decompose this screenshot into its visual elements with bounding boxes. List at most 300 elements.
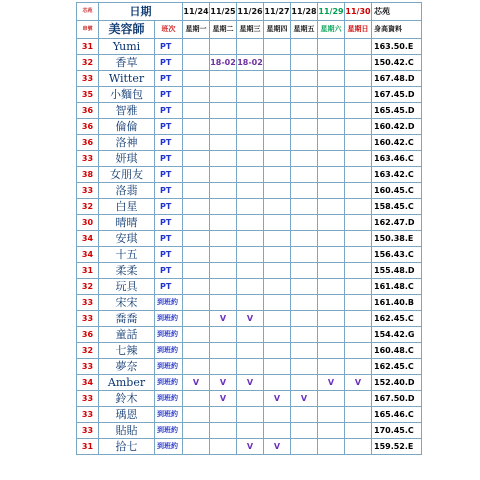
figure-cell: 161.40.B bbox=[372, 295, 422, 311]
class-cell: 到班約 bbox=[155, 391, 183, 407]
weekday-cell: 星期四 bbox=[264, 21, 291, 39]
row-number: 33 bbox=[77, 423, 99, 439]
stylist-name: 貼貼 bbox=[99, 423, 155, 439]
table-row bbox=[77, 183, 422, 199]
day-cell bbox=[264, 359, 291, 375]
day-cell bbox=[237, 135, 264, 151]
num-header: 芯苑 bbox=[77, 3, 99, 21]
weekday-cell-saturday: 星期六 bbox=[318, 21, 345, 39]
table-row bbox=[77, 199, 422, 215]
day-cell bbox=[345, 39, 372, 55]
class-cell: PT bbox=[155, 103, 183, 119]
row-number: 33 bbox=[77, 71, 99, 87]
stylist-name: 女朋友 bbox=[99, 167, 155, 183]
figure-cell: 167.50.D bbox=[372, 391, 422, 407]
day-cell: V bbox=[210, 311, 237, 327]
table-row bbox=[77, 151, 422, 167]
class-cell: 到班約 bbox=[155, 343, 183, 359]
day-cell bbox=[210, 167, 237, 183]
stylist-name: 洛翡 bbox=[99, 183, 155, 199]
figure-cell: 158.45.C bbox=[372, 199, 422, 215]
table-row bbox=[77, 103, 422, 119]
day-cell bbox=[291, 263, 318, 279]
day-cell: V bbox=[210, 391, 237, 407]
row-number: 34 bbox=[77, 375, 99, 391]
stylist-name: 玩具 bbox=[99, 279, 155, 295]
row-number: 33 bbox=[77, 391, 99, 407]
day-cell bbox=[318, 135, 345, 151]
day-cell bbox=[264, 295, 291, 311]
day-cell bbox=[291, 439, 318, 455]
name-header: 美容師 bbox=[99, 21, 155, 39]
day-cell bbox=[318, 295, 345, 311]
class-cell: 到班約 bbox=[155, 375, 183, 391]
day-cell bbox=[345, 103, 372, 119]
stylist-name: Witter bbox=[99, 71, 155, 87]
day-cell bbox=[345, 151, 372, 167]
stylist-name: 洛神 bbox=[99, 135, 155, 151]
row-number: 30 bbox=[77, 215, 99, 231]
stylist-name: Yumi bbox=[99, 39, 155, 55]
day-cell bbox=[237, 359, 264, 375]
class-cell: PT bbox=[155, 183, 183, 199]
stylist-name: Amber bbox=[99, 375, 155, 391]
day-cell bbox=[264, 375, 291, 391]
row-number: 32 bbox=[77, 55, 99, 71]
day-cell bbox=[237, 423, 264, 439]
stylist-name: 夢奈 bbox=[99, 359, 155, 375]
weekday-cell: 星期二 bbox=[210, 21, 237, 39]
date-cell: 11/26 bbox=[237, 3, 264, 21]
day-cell bbox=[183, 215, 210, 231]
stylist-name: 宋宋 bbox=[99, 295, 155, 311]
class-cell: PT bbox=[155, 279, 183, 295]
day-cell bbox=[291, 311, 318, 327]
table-row bbox=[77, 439, 422, 455]
day-cell bbox=[210, 359, 237, 375]
day-cell bbox=[183, 407, 210, 423]
row-number: 32 bbox=[77, 199, 99, 215]
class-cell: PT bbox=[155, 55, 183, 71]
stylist-name: 拾七 bbox=[99, 439, 155, 455]
day-cell bbox=[210, 407, 237, 423]
day-cell bbox=[318, 87, 345, 103]
day-cell bbox=[345, 407, 372, 423]
date-cell-saturday: 11/29 bbox=[318, 3, 345, 21]
class-cell: PT bbox=[155, 263, 183, 279]
day-cell bbox=[237, 407, 264, 423]
weekday-cell: 星期三 bbox=[237, 21, 264, 39]
day-cell bbox=[318, 263, 345, 279]
class-cell: PT bbox=[155, 39, 183, 55]
day-cell bbox=[318, 247, 345, 263]
class-header: 班次 bbox=[155, 21, 183, 39]
day-cell bbox=[291, 183, 318, 199]
class-cell: PT bbox=[155, 199, 183, 215]
figure-cell: 167.45.D bbox=[372, 87, 422, 103]
day-cell bbox=[318, 55, 345, 71]
day-cell bbox=[264, 119, 291, 135]
day-cell bbox=[264, 167, 291, 183]
stylist-name: 童話 bbox=[99, 327, 155, 343]
figure-cell: 165.45.D bbox=[372, 103, 422, 119]
day-cell bbox=[210, 199, 237, 215]
day-cell bbox=[291, 39, 318, 55]
day-cell bbox=[183, 327, 210, 343]
day-cell bbox=[183, 103, 210, 119]
row-number: 36 bbox=[77, 103, 99, 119]
stylist-name: 倫倫 bbox=[99, 119, 155, 135]
figure-cell: 156.43.C bbox=[372, 247, 422, 263]
class-cell: PT bbox=[155, 247, 183, 263]
day-cell bbox=[183, 135, 210, 151]
day-cell bbox=[237, 183, 264, 199]
day-cell bbox=[210, 247, 237, 263]
day-cell bbox=[345, 167, 372, 183]
day-cell bbox=[345, 135, 372, 151]
day-cell bbox=[318, 279, 345, 295]
day-cell bbox=[264, 183, 291, 199]
day-cell bbox=[237, 391, 264, 407]
class-cell: 到班約 bbox=[155, 359, 183, 375]
day-cell bbox=[237, 199, 264, 215]
day-cell bbox=[291, 215, 318, 231]
table-row bbox=[77, 391, 422, 407]
day-cell bbox=[345, 391, 372, 407]
day-cell: V bbox=[345, 375, 372, 391]
table-row bbox=[77, 87, 422, 103]
day-cell bbox=[345, 183, 372, 199]
row-number: 35 bbox=[77, 87, 99, 103]
stylist-name: 妍琪 bbox=[99, 151, 155, 167]
day-cell bbox=[183, 87, 210, 103]
date-cell: 11/27 bbox=[264, 3, 291, 21]
day-cell bbox=[183, 247, 210, 263]
date-cell: 11/25 bbox=[210, 3, 237, 21]
day-cell bbox=[318, 215, 345, 231]
day-cell bbox=[318, 407, 345, 423]
class-cell: PT bbox=[155, 151, 183, 167]
day-cell bbox=[345, 215, 372, 231]
figure-cell: 159.52.E bbox=[372, 439, 422, 455]
figure-cell: 160.48.C bbox=[372, 343, 422, 359]
day-cell bbox=[318, 391, 345, 407]
day-cell bbox=[318, 423, 345, 439]
day-cell bbox=[237, 263, 264, 279]
day-cell: V bbox=[237, 311, 264, 327]
table-row bbox=[77, 247, 422, 263]
day-cell bbox=[345, 311, 372, 327]
stylist-name: 香草 bbox=[99, 55, 155, 71]
figure-cell: 160.45.C bbox=[372, 183, 422, 199]
day-cell bbox=[237, 279, 264, 295]
day-cell bbox=[237, 327, 264, 343]
day-cell: V bbox=[210, 375, 237, 391]
day-cell bbox=[291, 199, 318, 215]
date-cell-sunday: 11/30 bbox=[345, 3, 372, 21]
day-cell bbox=[345, 279, 372, 295]
day-cell bbox=[237, 295, 264, 311]
row-number: 33 bbox=[77, 407, 99, 423]
day-cell bbox=[264, 135, 291, 151]
day-cell bbox=[345, 423, 372, 439]
day-cell bbox=[210, 343, 237, 359]
day-cell bbox=[210, 103, 237, 119]
day-cell bbox=[345, 119, 372, 135]
day-cell bbox=[291, 55, 318, 71]
day-cell bbox=[210, 439, 237, 455]
day-cell bbox=[183, 263, 210, 279]
row-number: 34 bbox=[77, 231, 99, 247]
class-cell: 到班約 bbox=[155, 295, 183, 311]
row-number: 38 bbox=[77, 167, 99, 183]
day-cell bbox=[183, 423, 210, 439]
day-cell bbox=[264, 407, 291, 423]
day-cell bbox=[345, 327, 372, 343]
day-cell bbox=[183, 71, 210, 87]
day-cell bbox=[183, 311, 210, 327]
class-cell: 到班約 bbox=[155, 327, 183, 343]
day-cell bbox=[210, 263, 237, 279]
table-row bbox=[77, 327, 422, 343]
stylist-name: 柔柔 bbox=[99, 263, 155, 279]
day-cell: 18-02 bbox=[210, 55, 237, 71]
day-cell bbox=[183, 279, 210, 295]
day-cell bbox=[318, 119, 345, 135]
figure-cell: 163.42.C bbox=[372, 167, 422, 183]
figure-cell: 167.48.D bbox=[372, 71, 422, 87]
weekday-cell: 星期五 bbox=[291, 21, 318, 39]
day-cell bbox=[291, 375, 318, 391]
row-number: 36 bbox=[77, 327, 99, 343]
day-cell: V bbox=[237, 375, 264, 391]
stylist-name: 瑀恩 bbox=[99, 407, 155, 423]
day-cell bbox=[291, 135, 318, 151]
day-cell bbox=[345, 55, 372, 71]
stylist-name: 小麵包 bbox=[99, 87, 155, 103]
day-cell bbox=[183, 167, 210, 183]
day-cell bbox=[345, 199, 372, 215]
day-cell bbox=[210, 423, 237, 439]
day-cell bbox=[345, 343, 372, 359]
day-cell bbox=[264, 423, 291, 439]
class-cell: PT bbox=[155, 135, 183, 151]
day-cell bbox=[210, 183, 237, 199]
day-cell bbox=[318, 39, 345, 55]
figure-cell: 163.46.C bbox=[372, 151, 422, 167]
stylist-name: 安琪 bbox=[99, 231, 155, 247]
table-row bbox=[77, 135, 422, 151]
num-header-2: 串號 bbox=[77, 21, 99, 39]
stylist-name: 十五 bbox=[99, 247, 155, 263]
day-cell bbox=[318, 343, 345, 359]
header-row-weekdays bbox=[77, 21, 422, 39]
day-cell bbox=[264, 343, 291, 359]
day-cell bbox=[291, 71, 318, 87]
day-cell bbox=[237, 215, 264, 231]
day-cell bbox=[237, 71, 264, 87]
row-number: 34 bbox=[77, 247, 99, 263]
schedule-sheet bbox=[76, 2, 422, 478]
weekday-cell-sunday: 星期日 bbox=[345, 21, 372, 39]
day-cell bbox=[237, 247, 264, 263]
table-row bbox=[77, 55, 422, 71]
day-cell bbox=[183, 439, 210, 455]
weekday-cell: 星期一 bbox=[183, 21, 210, 39]
day-cell bbox=[264, 39, 291, 55]
day-cell: V bbox=[318, 375, 345, 391]
stylist-name: 晴晴 bbox=[99, 215, 155, 231]
table-row bbox=[77, 215, 422, 231]
day-cell: V bbox=[183, 375, 210, 391]
day-cell bbox=[318, 311, 345, 327]
table-row bbox=[77, 423, 422, 439]
day-cell bbox=[210, 135, 237, 151]
day-cell bbox=[291, 167, 318, 183]
table-row bbox=[77, 295, 422, 311]
day-cell bbox=[183, 199, 210, 215]
figure-cell: 150.42.C bbox=[372, 55, 422, 71]
day-cell bbox=[210, 87, 237, 103]
day-cell bbox=[291, 343, 318, 359]
day-cell bbox=[291, 407, 318, 423]
day-cell bbox=[210, 39, 237, 55]
day-cell bbox=[264, 231, 291, 247]
day-cell bbox=[318, 103, 345, 119]
day-cell bbox=[318, 199, 345, 215]
day-cell bbox=[237, 87, 264, 103]
day-cell bbox=[210, 231, 237, 247]
row-number: 31 bbox=[77, 39, 99, 55]
class-cell: 到班約 bbox=[155, 439, 183, 455]
class-cell: PT bbox=[155, 231, 183, 247]
row-number: 31 bbox=[77, 263, 99, 279]
day-cell bbox=[318, 359, 345, 375]
figure-cell: 163.50.E bbox=[372, 39, 422, 55]
day-cell bbox=[237, 167, 264, 183]
table-row bbox=[77, 119, 422, 135]
day-cell bbox=[345, 263, 372, 279]
stylist-name: 白星 bbox=[99, 199, 155, 215]
day-cell bbox=[291, 279, 318, 295]
stylist-name: 喬喬 bbox=[99, 311, 155, 327]
day-cell bbox=[264, 247, 291, 263]
figure-cell: 152.40.D bbox=[372, 375, 422, 391]
day-cell bbox=[264, 55, 291, 71]
schedule-table bbox=[76, 2, 422, 455]
table-row bbox=[77, 39, 422, 55]
day-cell bbox=[210, 327, 237, 343]
day-cell bbox=[345, 295, 372, 311]
row-number: 33 bbox=[77, 151, 99, 167]
day-cell bbox=[345, 359, 372, 375]
figure-cell: 170.45.C bbox=[372, 423, 422, 439]
day-cell bbox=[264, 71, 291, 87]
figure-cell: 165.46.C bbox=[372, 407, 422, 423]
class-cell: 到班約 bbox=[155, 311, 183, 327]
figure-cell: 162.47.D bbox=[372, 215, 422, 231]
day-cell bbox=[264, 263, 291, 279]
row-number: 36 bbox=[77, 119, 99, 135]
day-cell bbox=[264, 311, 291, 327]
row-number: 32 bbox=[77, 279, 99, 295]
date-cell: 11/28 bbox=[291, 3, 318, 21]
day-cell: V bbox=[291, 391, 318, 407]
right-header-top: 芯苑 bbox=[372, 3, 422, 21]
figure-cell: 154.42.G bbox=[372, 327, 422, 343]
day-cell bbox=[318, 183, 345, 199]
day-cell bbox=[237, 231, 264, 247]
day-cell bbox=[318, 439, 345, 455]
table-row bbox=[77, 279, 422, 295]
day-cell bbox=[291, 247, 318, 263]
day-cell bbox=[210, 151, 237, 167]
table-row bbox=[77, 263, 422, 279]
day-cell bbox=[318, 151, 345, 167]
day-cell bbox=[264, 215, 291, 231]
day-cell bbox=[291, 327, 318, 343]
row-number: 33 bbox=[77, 183, 99, 199]
day-cell bbox=[210, 279, 237, 295]
figure-cell: 161.48.C bbox=[372, 279, 422, 295]
day-cell bbox=[345, 231, 372, 247]
date-header: 日期 bbox=[99, 3, 183, 21]
class-cell: 到班約 bbox=[155, 407, 183, 423]
day-cell bbox=[291, 295, 318, 311]
day-cell bbox=[264, 199, 291, 215]
class-cell: PT bbox=[155, 119, 183, 135]
stylist-name: 鈴木 bbox=[99, 391, 155, 407]
day-cell bbox=[291, 103, 318, 119]
day-cell bbox=[183, 295, 210, 311]
figure-cell: 162.45.C bbox=[372, 359, 422, 375]
class-cell: PT bbox=[155, 71, 183, 87]
row-number: 33 bbox=[77, 295, 99, 311]
day-cell bbox=[183, 119, 210, 135]
figure-cell: 150.38.E bbox=[372, 231, 422, 247]
day-cell bbox=[291, 231, 318, 247]
day-cell bbox=[183, 231, 210, 247]
day-cell bbox=[264, 327, 291, 343]
day-cell: V bbox=[264, 439, 291, 455]
day-cell bbox=[183, 391, 210, 407]
day-cell bbox=[237, 39, 264, 55]
table-row bbox=[77, 359, 422, 375]
stylist-name: 七辣 bbox=[99, 343, 155, 359]
day-cell bbox=[183, 151, 210, 167]
figure-cell: 155.48.D bbox=[372, 263, 422, 279]
table-row bbox=[77, 407, 422, 423]
day-cell bbox=[345, 439, 372, 455]
right-header-bottom: 身高資料 bbox=[372, 21, 422, 39]
day-cell bbox=[291, 423, 318, 439]
day-cell bbox=[318, 327, 345, 343]
day-cell bbox=[210, 119, 237, 135]
day-cell bbox=[183, 55, 210, 71]
day-cell bbox=[345, 71, 372, 87]
class-cell: PT bbox=[155, 87, 183, 103]
day-cell bbox=[210, 215, 237, 231]
day-cell bbox=[291, 87, 318, 103]
day-cell bbox=[183, 183, 210, 199]
day-cell bbox=[264, 151, 291, 167]
row-number: 33 bbox=[77, 359, 99, 375]
day-cell bbox=[237, 119, 264, 135]
table-row bbox=[77, 375, 422, 391]
day-cell bbox=[264, 103, 291, 119]
figure-cell: 160.42.C bbox=[372, 135, 422, 151]
day-cell bbox=[345, 87, 372, 103]
